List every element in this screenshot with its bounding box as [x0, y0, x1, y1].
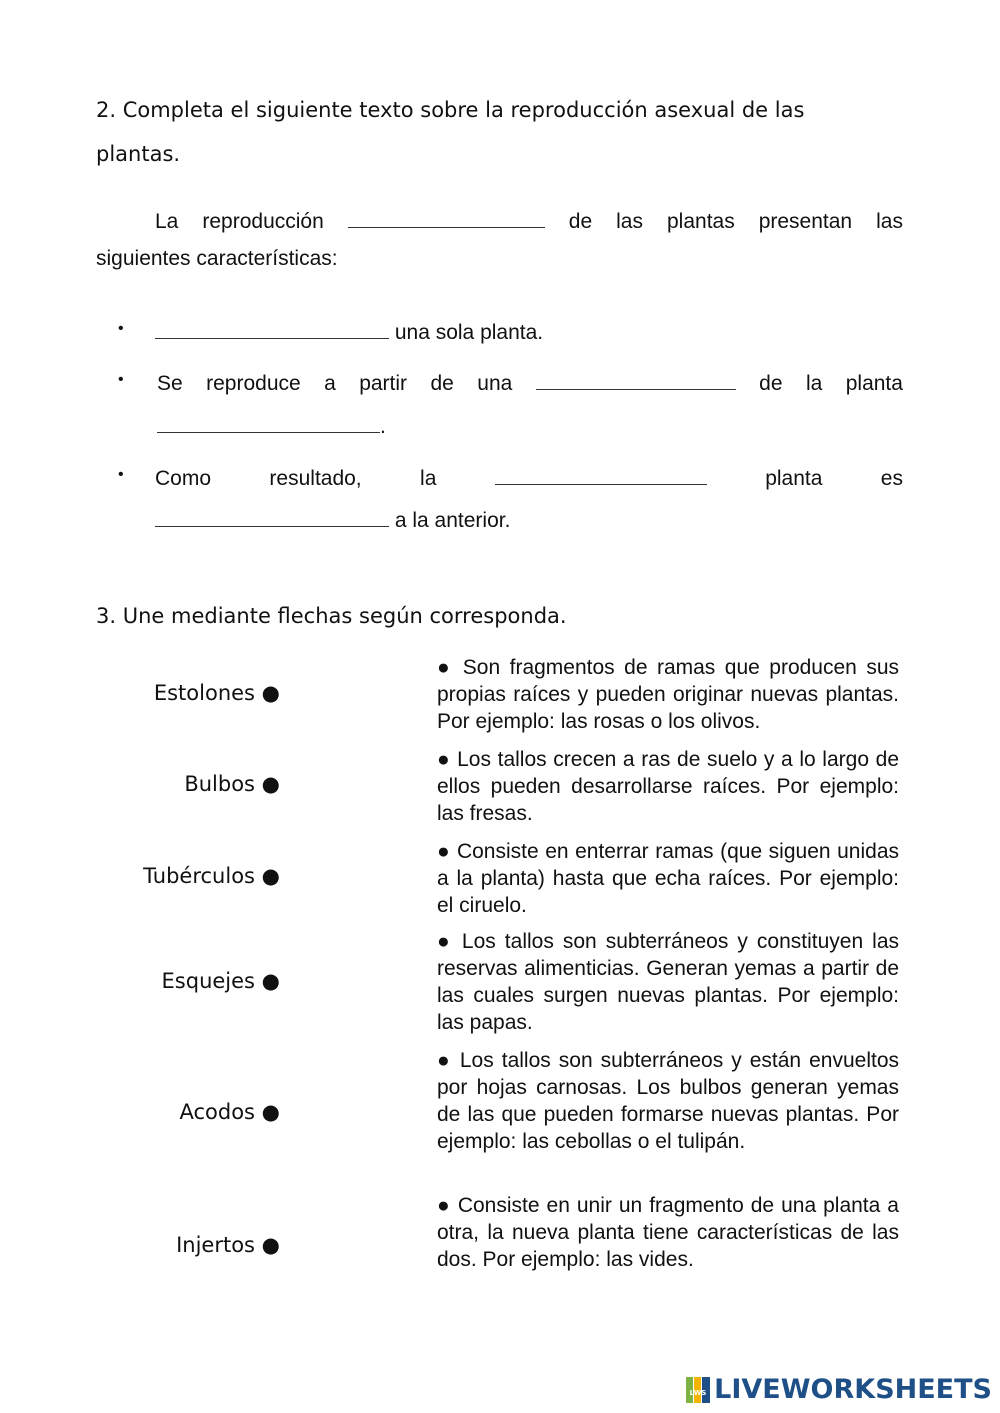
- blank-bullet-2a[interactable]: [536, 367, 736, 390]
- word: de: [568, 210, 593, 233]
- liveworksheets-mark-icon: [686, 1377, 710, 1403]
- blank-reproduction-type[interactable]: [348, 205, 545, 228]
- q2-bullet-2-line2: [157, 410, 386, 439]
- word: La: [155, 210, 179, 233]
- q2-intro-line2: siguientes características:: [96, 247, 338, 270]
- left-item-injertos[interactable]: Injertos ●: [176, 1233, 280, 1257]
- right-item-2[interactable]: ● Los tallos crecen a ras de suelo y a lo largo de ellos pueden desarrollarse raíces. Por ejemplo: las fresas.: [437, 748, 899, 825]
- blank-bullet-3b[interactable]: [155, 504, 389, 527]
- word: planta: [765, 467, 823, 490]
- q2-intro-line1: [155, 205, 903, 234]
- word: la: [420, 467, 437, 490]
- right-item-5[interactable]: ● Los tallos son subterráneos y están envueltos por hojas carnosas. Los bulbos generan yemas de las que pueden formarse nuevas plantas. Por ejemplo: las cebollas o el tulipán.: [437, 1049, 899, 1153]
- word: de: [430, 372, 454, 395]
- word: es: [880, 467, 903, 490]
- blank-bullet-1[interactable]: [155, 316, 389, 339]
- q2-bullet-3: [155, 462, 903, 491]
- liveworksheets-logo: [686, 1374, 992, 1405]
- right-item-3[interactable]: ● Consiste en enterrar ramas (que siguen unidas a la planta) hasta que echa raíces. Por ejemplo: el ciruelo.: [437, 840, 899, 917]
- word: plantas: [666, 210, 735, 233]
- blank-bullet-2b[interactable]: [157, 410, 380, 433]
- word: resultado,: [269, 467, 362, 490]
- bullet-3-end-text: a la anterior.: [394, 509, 511, 532]
- word: reproduce: [206, 372, 301, 395]
- q2-bullet-2: [157, 367, 903, 396]
- liveworksheets-logo-text: LIVEWORKSHEETS: [714, 1374, 992, 1405]
- q2-heading-line2: plantas.: [96, 142, 181, 166]
- right-item-1[interactable]: ● Son fragmentos de ramas que producen sus propias raíces y pueden originar nuevas plantas. Por ejemplo: las rosas o los olivos.: [437, 656, 899, 733]
- left-item-estolones[interactable]: Estolones ●: [153, 681, 280, 705]
- bullet: •: [118, 320, 124, 337]
- word: Como: [155, 467, 212, 490]
- word: Se: [157, 372, 183, 395]
- svg-text:LWS: LWS: [689, 1388, 707, 1397]
- right-item-4[interactable]: ● Los tallos son subterráneos y constituyen las reservas alimenticias. Generan yemas a partir de las cuales surgen nuevas plantas. Por ejemplo: las papas.: [437, 930, 899, 1034]
- right-item-6[interactable]: ● Consiste en unir un fragmento de una planta a otra, la nueva planta tiene características de las dos. Por ejemplo: las vides.: [437, 1194, 899, 1271]
- word: las: [876, 210, 903, 233]
- left-item-tuberculos[interactable]: Tubérculos ●: [143, 864, 280, 888]
- bullet: •: [118, 466, 124, 483]
- bullet-1-text: una sola planta.: [394, 321, 544, 344]
- word: reproducción: [202, 210, 324, 233]
- q2-bullet-1: [155, 316, 543, 345]
- q2-heading-line1: 2. Completa el siguiente texto sobre la reproducción asexual de las: [96, 98, 805, 122]
- word: presentan: [758, 210, 853, 233]
- word: a: [324, 372, 336, 395]
- blank-bullet-3a[interactable]: [495, 462, 707, 485]
- word: la: [805, 372, 823, 395]
- period: .: [380, 415, 386, 438]
- word: de: [759, 372, 783, 395]
- question-2-heading: [96, 88, 896, 176]
- word: una: [477, 372, 513, 395]
- question-3-heading: 3. Une mediante flechas según corresponda.: [96, 604, 567, 628]
- word: planta: [845, 372, 903, 395]
- word: partir: [359, 372, 408, 395]
- bullet: •: [118, 371, 124, 388]
- q2-bullet-3-line2: [155, 504, 510, 533]
- left-item-esquejes[interactable]: Esquejes ●: [161, 969, 280, 993]
- left-item-bulbos[interactable]: Bulbos ●: [184, 772, 280, 796]
- left-item-acodos[interactable]: Acodos ●: [179, 1100, 280, 1124]
- word: las: [616, 210, 643, 233]
